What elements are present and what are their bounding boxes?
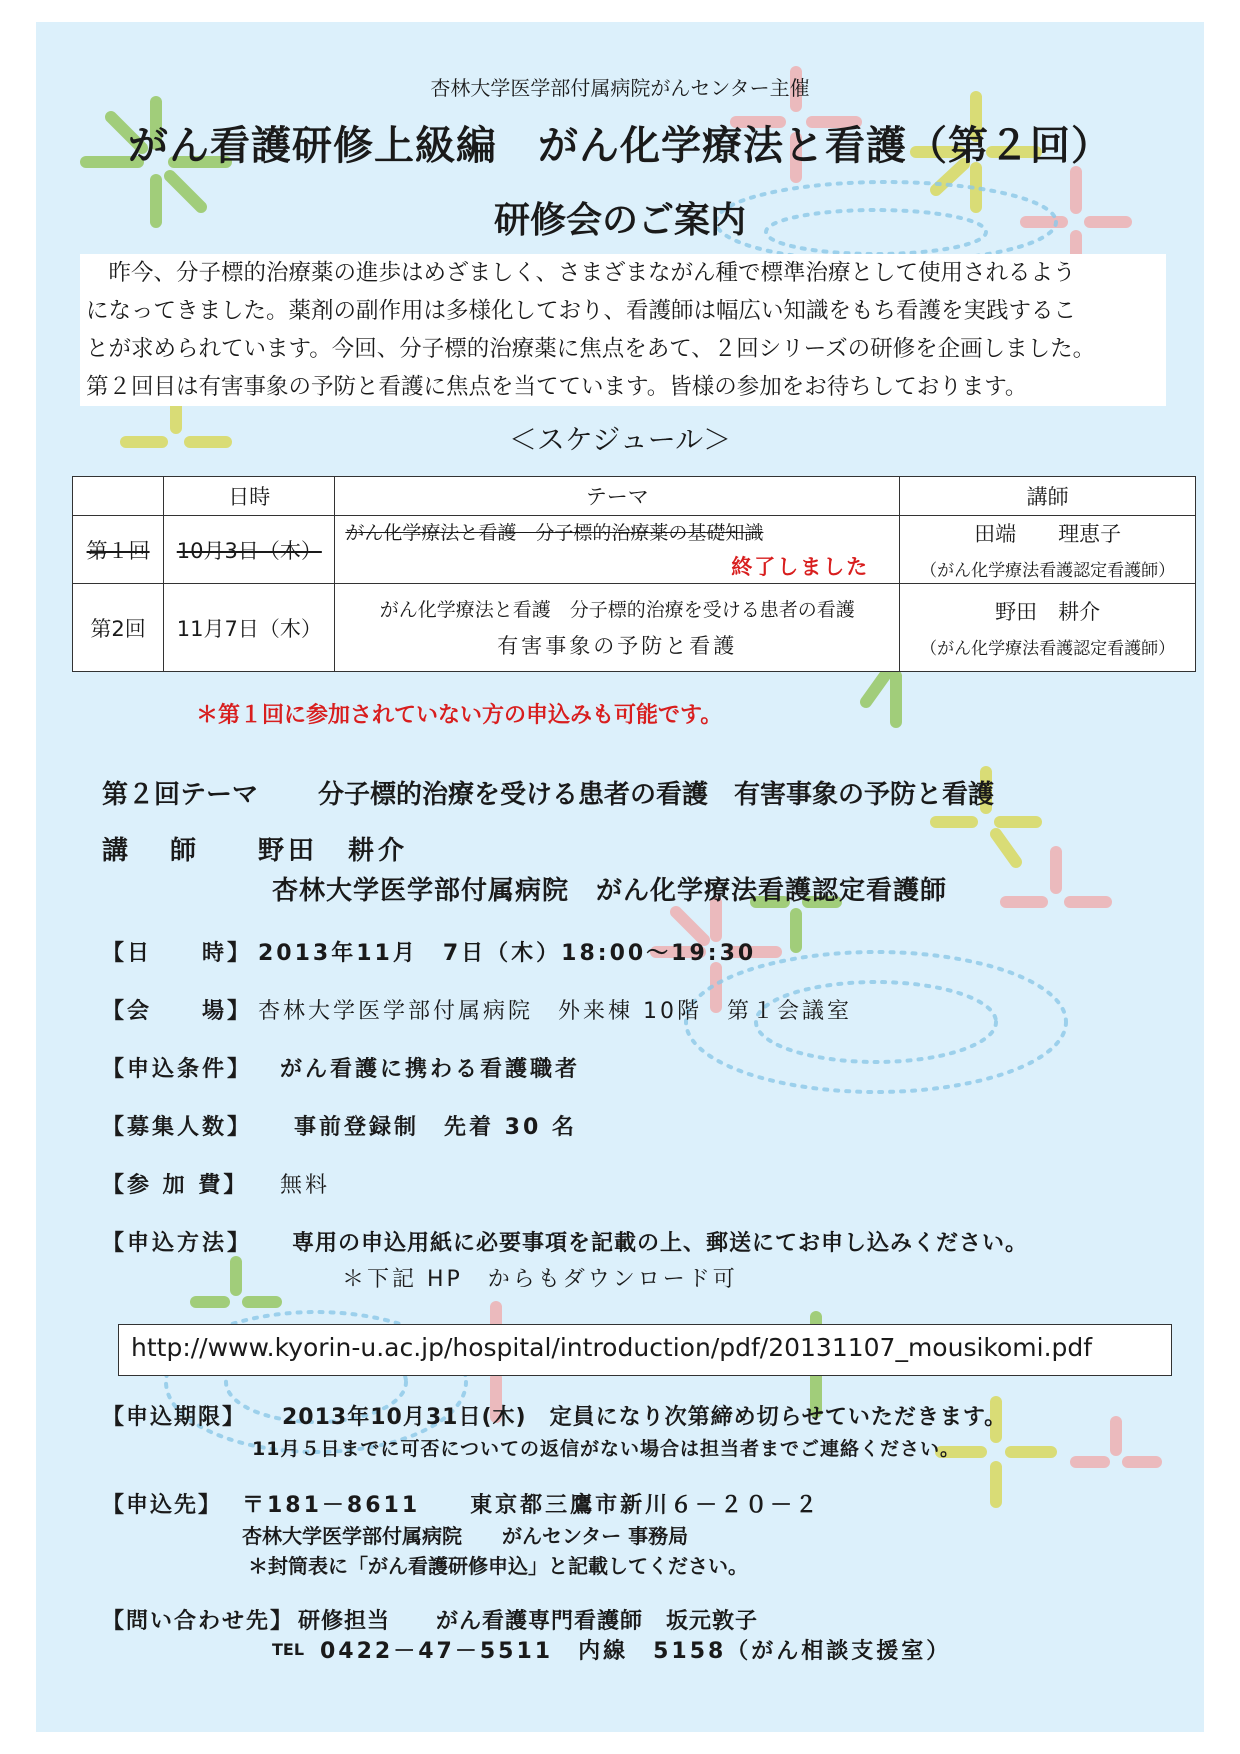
- header-cell: 講師: [900, 477, 1196, 516]
- schedule-heading: ＜スケジュール＞: [508, 423, 732, 456]
- fee-label: 【参 加 費】: [102, 1173, 249, 1198]
- intro-line: 第２回目は有害事象の予防と看護に焦点を当てています。皆様の参加をお待ちしております。: [86, 374, 1028, 400]
- table-header-row: [73, 477, 1196, 516]
- table-row: [73, 584, 1196, 672]
- tel-label: TEL: [272, 1640, 305, 1659]
- session-lecturer: [900, 516, 1196, 584]
- theme-text: 有害事象の予防と看護: [497, 634, 738, 658]
- venue-label: 【会 場】: [102, 999, 253, 1024]
- lecturer-name: 田端 理恵子: [974, 522, 1122, 546]
- application-form-link[interactable]: http://www.kyorin-u.ac.jp/hospital/introduction/pdf/20131107_mousikomi.pdf: [118, 1324, 1172, 1376]
- address-note: ＊封筒表に「がん看護研修申込」と記載してください。: [248, 1554, 748, 1578]
- capacity-label: 【募集人数】: [102, 1115, 253, 1140]
- host-label: 杏林大学医学部付属病院がんセンター主催: [430, 76, 810, 100]
- address-label: 【申込先】: [102, 1493, 223, 1518]
- fee-value: 無料: [280, 1173, 331, 1198]
- deadline-note: 11月５日までに可否についての返信がない場合は担当者までご連絡ください。: [252, 1438, 961, 1460]
- lecturer-affiliation: 杏林大学医学部付属病院 がん化学療法看護認定看護師: [272, 876, 948, 906]
- session-date: 11月7日（木）: [164, 584, 335, 672]
- theme-label: 第２回テーマ: [102, 780, 259, 810]
- header-cell: 日時: [164, 477, 335, 516]
- flyer-page: [36, 22, 1204, 1732]
- method-label: 【申込方法】: [102, 1231, 253, 1256]
- date-label: 【日 時】: [102, 941, 253, 966]
- session-date: 10月3日（木）: [164, 516, 335, 584]
- method-note: ＊下記 HP からもダウンロード可: [342, 1267, 738, 1292]
- capacity-value: 事前登録制 先着 30 名: [294, 1115, 577, 1140]
- condition-label: 【申込条件】: [102, 1057, 253, 1082]
- intro-text: [80, 254, 1166, 406]
- session-theme: [335, 516, 900, 584]
- session-theme: [335, 584, 900, 672]
- header-cell: テーマ: [335, 477, 900, 516]
- schedule-table: [72, 476, 1196, 672]
- page-subtitle: 研修会のご案内: [493, 200, 746, 241]
- theme-value: 分子標的治療を受ける患者の看護 有害事象の予防と看護: [318, 780, 995, 810]
- venue-value: 杏林大学医学部付属病院 外来棟 10階 第１会議室: [258, 999, 852, 1024]
- intro-line: になってきました。薬剤の副作用は多様化しており、看護師は幅広い知識をもち看護を実践するこ: [86, 298, 1077, 324]
- lecturer-label: 講 師: [102, 836, 205, 866]
- session-number: 第１回: [73, 516, 164, 584]
- tel-value: 0422－47－5511 内線 5158（がん相談支援室）: [320, 1639, 952, 1664]
- lecturer-name: 野田 耕介: [995, 600, 1101, 624]
- theme-text: がん化学療法と看護 分子標的治療薬の基礎知識: [345, 522, 764, 544]
- method-value: 専用の申込用紙に必要事項を記載の上、郵送にてお申し込みください。: [292, 1231, 1029, 1256]
- lecturer-title: （がん化学療法看護認定看護師）: [920, 561, 1176, 581]
- contact-label: 【問い合わせ先】: [102, 1609, 295, 1634]
- header-cell: [73, 477, 164, 516]
- lecturer-title: （がん化学療法看護認定看護師）: [920, 639, 1176, 659]
- address-postal: 〒181－8611 東京都三鷹市新川６－２０－２: [242, 1493, 821, 1518]
- address-org: 杏林大学医学部付属病院 がんセンター 事務局: [242, 1524, 689, 1548]
- table-row: [73, 516, 1196, 584]
- lecturer-name-main: 野田 耕介: [258, 836, 409, 866]
- theme-text: がん化学療法と看護 分子標的治療を受ける患者の看護: [379, 599, 855, 621]
- deadline-label: 【申込期限】: [102, 1405, 247, 1430]
- deadline-value: 2013年10月31日(木) 定員になり次第締め切らせていただきます。: [282, 1405, 1008, 1430]
- date-value: 2013年11月 7日（木）18:00～19:30: [258, 941, 757, 966]
- intro-line: 昨今、分子標的治療薬の進歩はめざましく、さまざまながん種で標準治療として使用されるよう: [86, 260, 1076, 286]
- page-title: がん看護研修上級編 がん化学療法と看護（第２回）: [128, 123, 1112, 169]
- contact-value: 研修担当 がん看護専門看護師 坂元敦子: [298, 1609, 759, 1634]
- condition-value: がん看護に携わる看護職者: [280, 1057, 581, 1082]
- session-number: 第2回: [73, 584, 164, 672]
- session-lecturer: [900, 584, 1196, 672]
- intro-line: とが求められています。今回、分子標的治療薬に焦点をあて、２回シリーズの研修を企画しました。: [86, 336, 1096, 362]
- schedule-note: ＊第１回に参加されていない方の申込みも可能です。: [196, 703, 723, 728]
- status-finished: 終了しました: [731, 555, 870, 579]
